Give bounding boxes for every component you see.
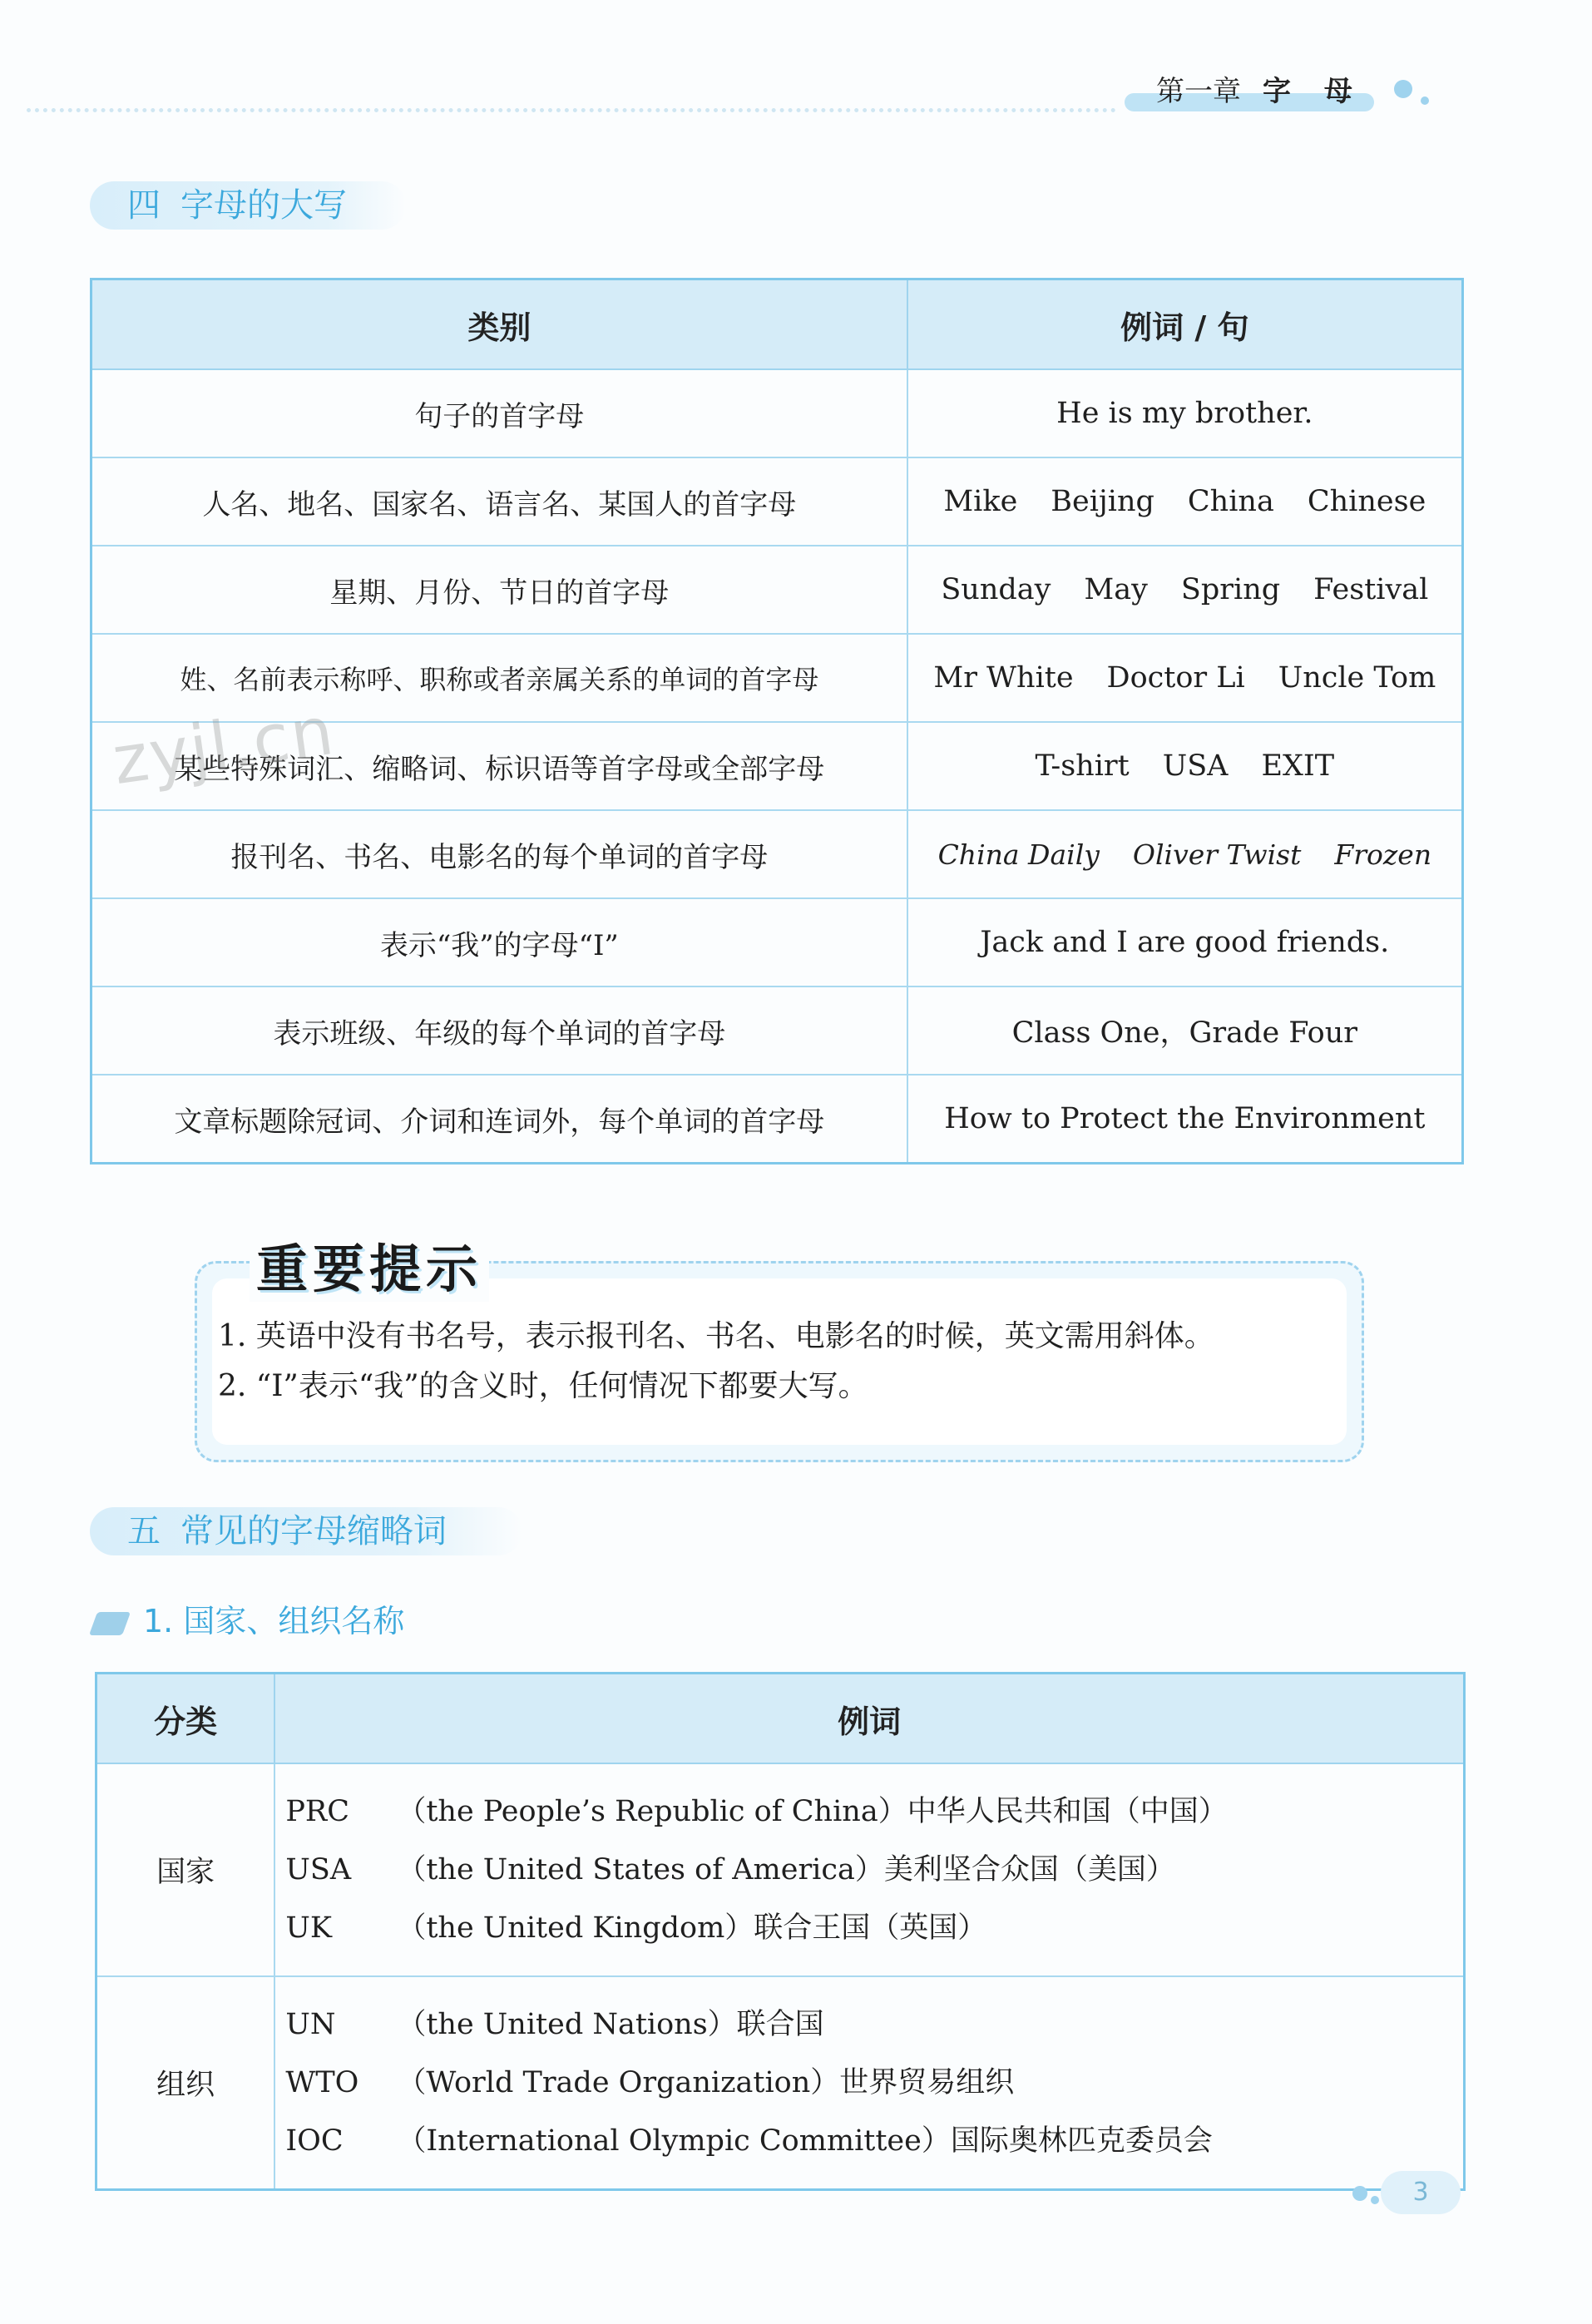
row-example: Mr White Doctor Li Uncle Tom [907, 634, 1463, 722]
abbr-item: PRC （the People’s Republic of China）中华人民共和国（中国） [285, 1795, 1228, 1828]
section-5-label: 常见的字母缩略词 [180, 1512, 447, 1550]
row-category: 表示班级、年级的每个单词的首字母 [91, 986, 907, 1075]
table-header-row [91, 279, 1463, 370]
chapter-label: 第一章 [1156, 75, 1241, 108]
table-row [91, 810, 1463, 898]
row-example: Class One，Grade Four [907, 986, 1463, 1075]
row-example: Jack and I are good friends. [907, 898, 1463, 986]
row-example: How to Protect the Environment [907, 1075, 1463, 1164]
table-row [96, 1976, 1465, 2190]
row-category: 报刊名、书名、电影名的每个单词的首字母 [91, 810, 907, 898]
row-category: 某些特殊词汇、缩略词、标识语等首字母或全部字母 [91, 722, 907, 810]
row-category: 姓、名前表示称呼、职称或者亲属关系的单词的首字母 [91, 634, 907, 722]
column-header-type: 分类 [96, 1674, 275, 1764]
row-example: T-shirt USA EXIT [907, 722, 1463, 810]
row-category: 人名、地名、国家名、语言名、某国人的首字母 [91, 457, 907, 546]
row-example: He is my brother. [907, 369, 1463, 457]
row-example: Sunday May Spring Festival [907, 546, 1463, 634]
table-row [91, 546, 1463, 634]
row-example: Mike Beijing China Chinese [907, 457, 1463, 546]
group-items [274, 1763, 1464, 1976]
row-category: 星期、月份、节日的首字母 [91, 546, 907, 634]
column-header-words: 例词 [274, 1674, 1464, 1764]
subsection-1-label: 1. 国家、组织名称 [143, 1603, 405, 1639]
footer-small-dot-icon [1371, 2196, 1379, 2204]
abbr-item: WTO （World Trade Organization）世界贸易组织 [285, 2066, 1015, 2099]
row-category: 表示“我”的字母“I” [91, 898, 907, 986]
chapter-title: 字 母 [1263, 75, 1364, 108]
abbr-item: UK （the United Kingdom）联合王国（英国） [285, 1911, 987, 1945]
abbr-item: IOC （International Olympic Committee）国际奥林匹克委员会 [285, 2124, 1213, 2158]
section-4-number: 四 [127, 186, 161, 225]
table-row [96, 1763, 1465, 1976]
row-category: 文章标题除冠词、介词和连词外，每个单词的首字母 [91, 1075, 907, 1164]
book-icon [89, 1612, 131, 1635]
table-row [91, 457, 1463, 546]
top-dotted-line [27, 108, 1116, 112]
subsection-1-title [93, 1595, 404, 1641]
header-dot-icon [1394, 80, 1412, 98]
tip-line-1: 1. 英语中没有书名号，表示报刊名、书名、电影名的时候，英文需用斜体。 [218, 1319, 1214, 1353]
chapter-header [1125, 60, 1382, 110]
table-header-row [96, 1674, 1465, 1764]
table-row [91, 986, 1463, 1075]
table-row [91, 369, 1463, 457]
table-row [91, 898, 1463, 986]
section-4-label: 字母的大写 [180, 186, 347, 225]
header-small-dot-icon [1421, 96, 1429, 105]
abbreviation-table [95, 1672, 1466, 2191]
footer-dot-icon [1352, 2186, 1367, 2201]
tip-line-2: 2. “I”表示“我”的含义时，任何情况下都要大写。 [218, 1369, 868, 1403]
group-items [274, 1976, 1464, 2190]
group-category: 组织 [96, 1976, 275, 2190]
watermark: zyjl.cn [107, 691, 340, 800]
section-4-title [90, 181, 406, 230]
group-category: 国家 [96, 1763, 275, 1976]
section-5-title [90, 1507, 522, 1555]
table-row [91, 1075, 1463, 1164]
abbr-item: USA （the United States of America）美利坚合众国（美国） [285, 1853, 1175, 1886]
abbr-item: UN （the United Nations）联合国 [285, 2008, 824, 2041]
column-header-examples: 例词 / 句 [907, 279, 1463, 370]
important-tip-title: 重要提示 [250, 1228, 489, 1302]
page-number: 3 [1381, 2171, 1461, 2214]
row-category: 句子的首字母 [91, 369, 907, 457]
column-header-category: 类别 [91, 279, 907, 370]
section-5-number: 五 [127, 1512, 161, 1550]
row-example: China Daily Oliver Twist Frozen [907, 810, 1463, 898]
